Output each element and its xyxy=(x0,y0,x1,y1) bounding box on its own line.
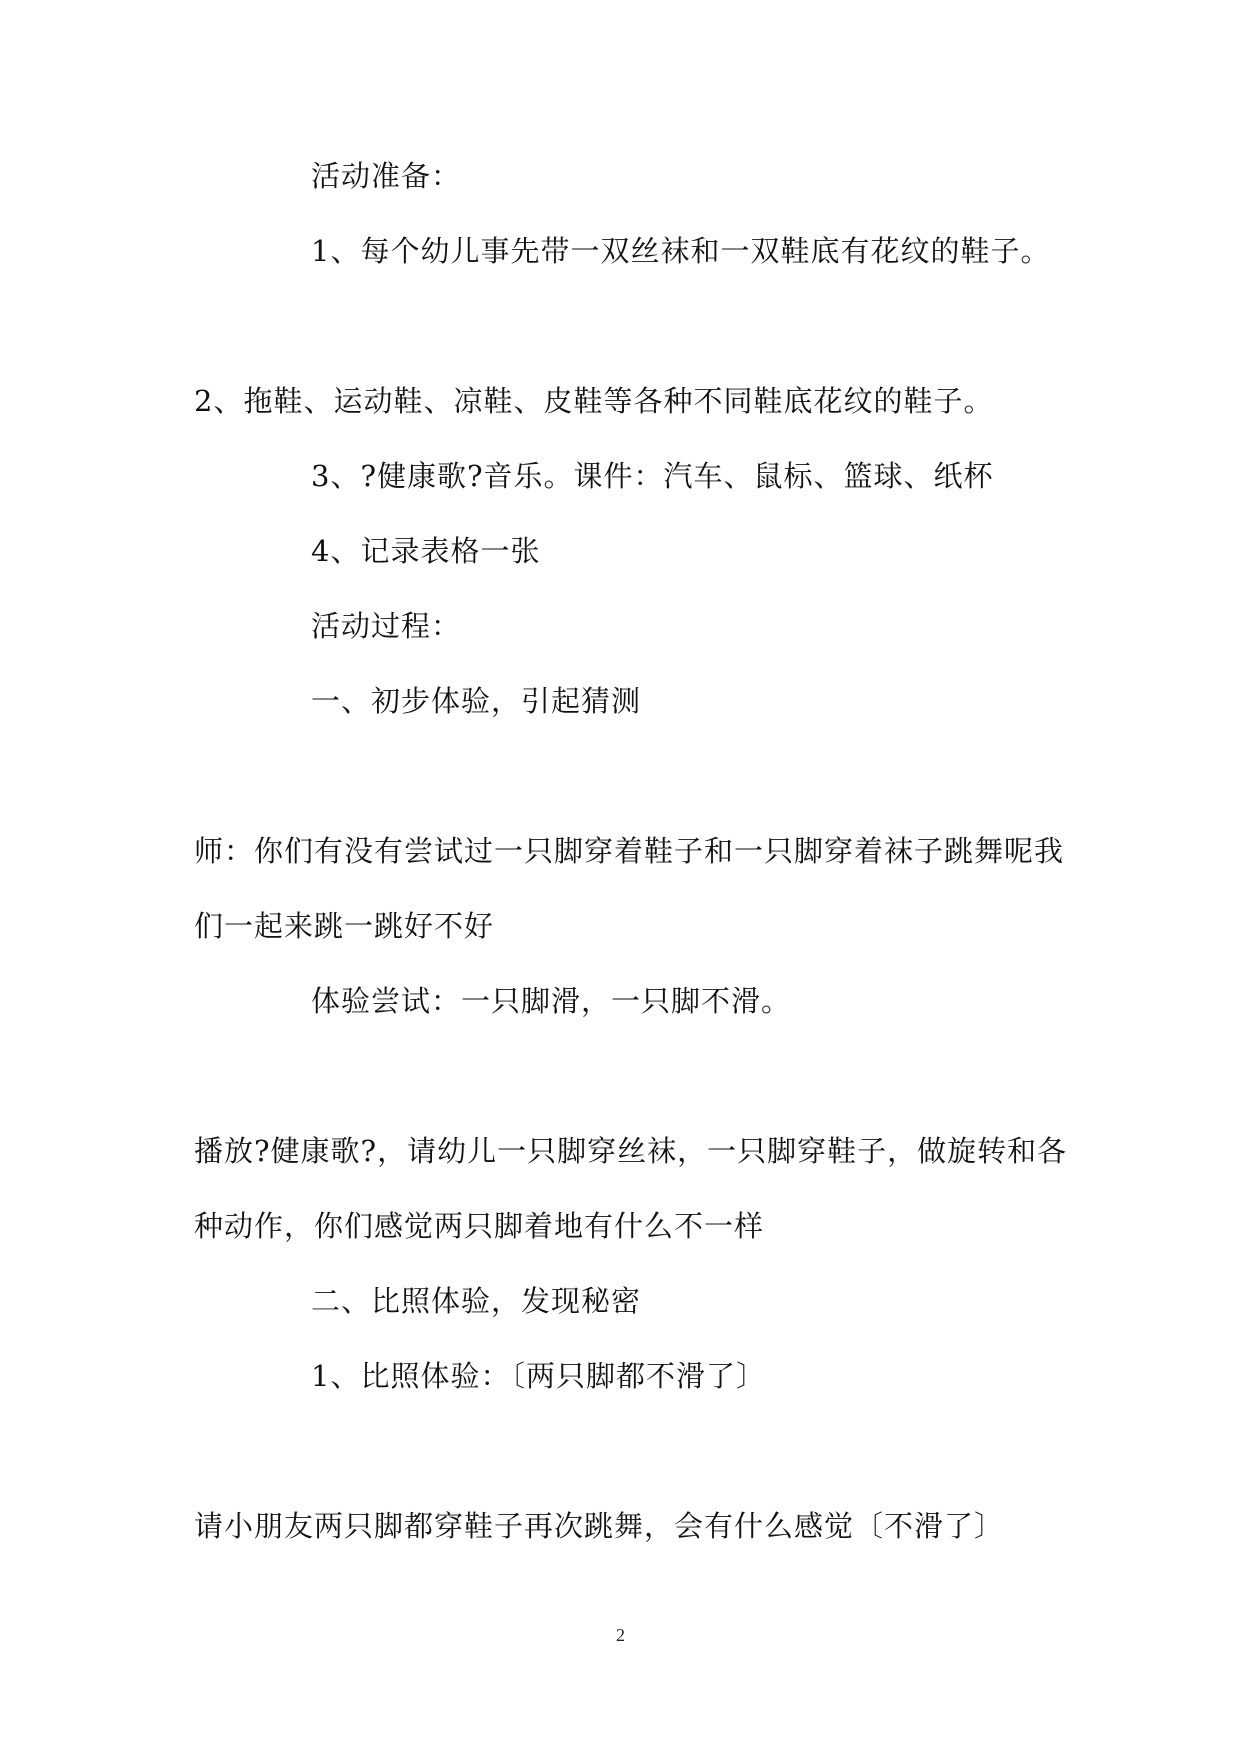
paragraph-line: 们一起来跳一跳好不好 xyxy=(194,909,495,943)
paragraph-line: 师：你们有没有尝试过一只脚穿着鞋子和一只脚穿着袜子跳舞呢我 xyxy=(194,834,1065,868)
paragraph-line: 1、每个幼儿事先带一双丝袜和一双鞋底有花纹的鞋子。 xyxy=(311,234,1051,268)
paragraph-line: 请小朋友两只脚都穿鞋子再次跳舞，会有什么感觉〔不滑了〕 xyxy=(194,1509,1005,1543)
page-number: 2 xyxy=(616,1625,625,1645)
subsection-heading: 二、比照体验，发现秘密 xyxy=(311,1284,642,1318)
paragraph-line: 播放?健康歌?，请幼儿一只脚穿丝袜，一只脚穿鞋子，做旋转和各 xyxy=(194,1134,1068,1168)
paragraph-line: 体验尝试：一只脚滑，一只脚不滑。 xyxy=(311,984,792,1018)
section-heading-preparation: 活动准备： xyxy=(311,159,462,193)
paragraph-line: 1、比照体验：〔两只脚都不滑了〕 xyxy=(311,1359,766,1393)
paragraph-line: 3、?健康歌?音乐。课件：汽车、鼠标、篮球、纸杯 xyxy=(311,459,994,493)
paragraph-line: 2、拖鞋、运动鞋、凉鞋、皮鞋等各种不同鞋底花纹的鞋子。 xyxy=(194,384,994,418)
section-heading-process: 活动过程： xyxy=(311,609,462,643)
paragraph-line: 4、记录表格一张 xyxy=(311,534,541,568)
subsection-heading: 一、初步体验，引起猜测 xyxy=(311,684,642,718)
paragraph-line: 种动作，你们感觉两只脚着地有什么不一样 xyxy=(194,1209,765,1243)
